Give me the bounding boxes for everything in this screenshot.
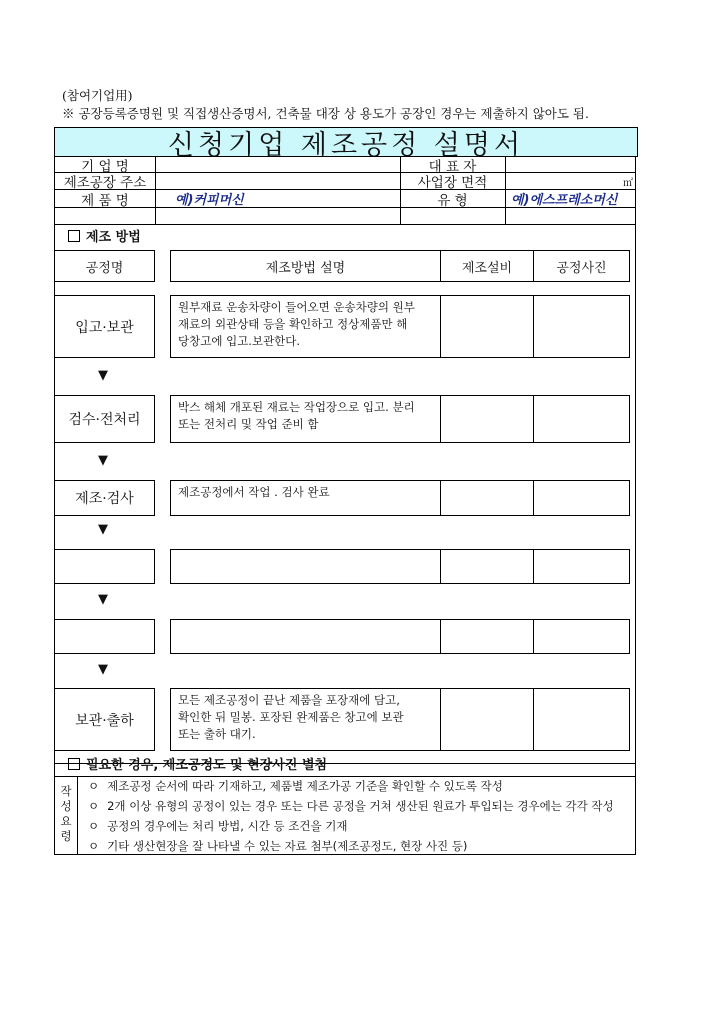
process-equipment[interactable] bbox=[440, 395, 534, 443]
process-equipment[interactable] bbox=[440, 480, 534, 516]
checkbox-square-icon bbox=[68, 230, 80, 242]
page-title: 신청기업 제조공정 설명서 bbox=[54, 127, 638, 157]
description-line: 원부재료 운송차량이 들어오면 운송차량의 원부 bbox=[178, 300, 415, 314]
process-photo[interactable] bbox=[533, 395, 630, 443]
factory-address-label: 제조공장 주소 bbox=[63, 175, 147, 191]
guide-item bbox=[88, 838, 467, 854]
down-arrow-icon: ▼ bbox=[98, 368, 108, 383]
down-arrow-icon: ▼ bbox=[98, 592, 108, 607]
down-arrow-icon: ▼ bbox=[98, 522, 108, 537]
description-line: 박스 해체 개포된 재료는 작업장으로 입고. 분리 bbox=[178, 400, 415, 414]
method-section-heading: 제조 방법 bbox=[68, 226, 141, 245]
process-equipment[interactable] bbox=[440, 688, 534, 751]
guide-item-text: 제조공정 순서에 따라 기재하고, 제품별 제조가공 기준을 확인할 수 있도록 작성 bbox=[107, 779, 503, 793]
process-equipment[interactable] bbox=[440, 295, 534, 358]
column-header-process: 공정명 bbox=[54, 250, 155, 282]
company-name-value[interactable] bbox=[159, 157, 397, 172]
type-label: 유 형 bbox=[437, 192, 468, 209]
process-photo[interactable] bbox=[533, 688, 630, 751]
guide-item bbox=[88, 818, 347, 834]
attach-section-heading: 필요한 경우, 제조공정도 및 현장사진 별첨 bbox=[68, 754, 327, 773]
guide-item bbox=[88, 778, 503, 794]
type-value[interactable]: 예)에스프레소머신 bbox=[511, 193, 618, 208]
factory-address-value[interactable] bbox=[159, 173, 397, 189]
participant-label: (참여기업用) bbox=[62, 88, 133, 103]
description-line: 당창고에 입고.보관한다. bbox=[178, 334, 301, 348]
product-value[interactable]: 예)커피머신 bbox=[175, 193, 244, 208]
process-photo[interactable] bbox=[533, 549, 630, 584]
process-description[interactable] bbox=[170, 295, 441, 358]
process-photo[interactable] bbox=[533, 295, 630, 358]
bullet-icon: ㅇ bbox=[88, 819, 100, 833]
representative-label: 대 표 자 bbox=[428, 158, 477, 175]
column-header-description: 제조방법 설명 bbox=[170, 250, 441, 282]
process-photo[interactable] bbox=[533, 480, 630, 516]
product-label: 제 품 명 bbox=[81, 192, 129, 209]
description-line: 확인한 뒤 밀봉. 포장된 완제품은 창고에 보관 bbox=[178, 710, 404, 724]
bullet-icon: ㅇ bbox=[88, 799, 100, 813]
site-area-unit: ㎡ bbox=[623, 177, 633, 189]
process-equipment[interactable] bbox=[440, 549, 534, 584]
bullet-icon: ㅇ bbox=[88, 839, 100, 853]
bullet-icon: ㅇ bbox=[88, 779, 100, 793]
process-description[interactable] bbox=[170, 688, 441, 751]
process-description[interactable] bbox=[170, 395, 441, 443]
process-name[interactable]: 검수·전처리 bbox=[54, 395, 155, 443]
guide-item-text: 공정의 경우에는 처리 방법, 시간 등 조건을 기재 bbox=[107, 819, 348, 833]
down-arrow-icon: ▼ bbox=[98, 662, 108, 677]
guide-item-text: 기타 생산현장을 잘 나타낼 수 있는 자료 첨부(제조공정도, 현장 사진 등) bbox=[107, 839, 468, 853]
checkbox-square-icon bbox=[68, 758, 80, 770]
column-header-photo: 공정사진 bbox=[533, 250, 630, 282]
site-area-label: 사업장 면적 bbox=[417, 175, 488, 191]
description-line: 또는 전처리 및 작업 준비 함 bbox=[178, 417, 319, 431]
process-description[interactable] bbox=[170, 549, 441, 584]
guide-item bbox=[88, 798, 614, 814]
process-name[interactable]: 입고·보관 bbox=[54, 295, 155, 358]
description-line: 제조공정에서 작업 . 검사 완료 bbox=[178, 485, 330, 499]
description-line: 또는 출하 대기. bbox=[178, 727, 256, 741]
representative-value[interactable] bbox=[509, 157, 633, 172]
process-photo[interactable] bbox=[533, 619, 630, 654]
process-name[interactable] bbox=[54, 549, 155, 584]
process-name[interactable]: 보관·출하 bbox=[54, 688, 155, 751]
process-equipment[interactable] bbox=[440, 619, 534, 654]
process-description[interactable] bbox=[170, 480, 441, 516]
guide-item-text: 2개 이상 유형의 공정이 있는 경우 또는 다른 공정을 거쳐 생산된 원료가 투입되는 경우에는 각각 작성 bbox=[107, 799, 614, 813]
notice-text: ※ 공장등록증명원 및 직접생산증명서, 건축물 대장 상 용도가 공장인 경우는 제출하지 않아도 됨. bbox=[62, 106, 589, 121]
description-line: 재료의 외관상태 등을 확인하고 정상제품만 해 bbox=[178, 317, 408, 331]
column-header-equipment: 제조설비 bbox=[440, 250, 534, 282]
process-description[interactable] bbox=[170, 619, 441, 654]
down-arrow-icon: ▼ bbox=[98, 453, 108, 468]
process-name[interactable] bbox=[54, 619, 155, 654]
company-name-label: 기 업 명 bbox=[81, 158, 129, 175]
process-name[interactable]: 제조·검사 bbox=[54, 480, 155, 516]
guide-label: 작 성 요 령 bbox=[60, 784, 72, 843]
description-line: 모든 제조공정이 끝난 제품을 포장재에 담고, bbox=[178, 693, 400, 707]
